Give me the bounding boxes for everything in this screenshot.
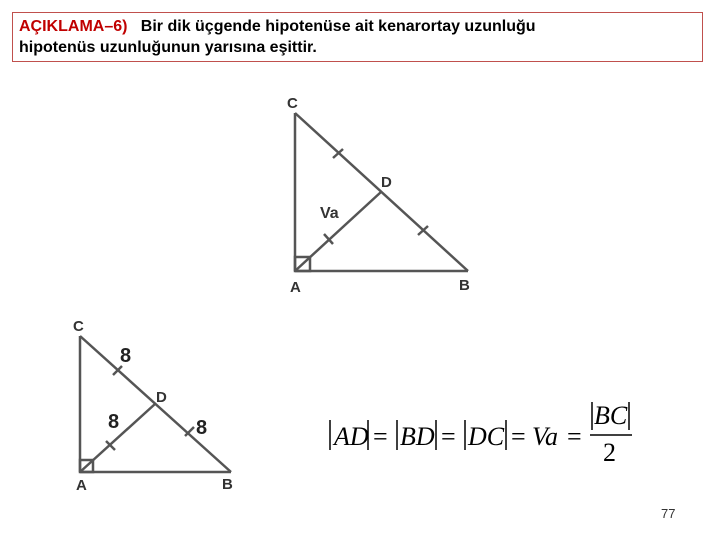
explanation-label: AÇIKLAMA–6) xyxy=(19,18,128,35)
formula-ad: AD xyxy=(334,422,369,451)
header-line-1: Bir dik üçgende hipotenüse ait kenarortay uzunluğu xyxy=(140,18,536,35)
top-median-label: Va xyxy=(320,205,339,222)
top-vertex-b: B xyxy=(459,277,470,294)
page-number: 77 xyxy=(661,506,676,521)
bottom-length-db: 8 xyxy=(196,417,208,439)
bottom-vertex-a: A xyxy=(76,477,87,494)
header-line-2: hipotenüs uzunluğunun yarısına eşittir. xyxy=(19,39,317,56)
formula-bc: BC xyxy=(594,401,628,430)
bottom-vertex-d: D xyxy=(156,389,167,406)
formula-bd: BD xyxy=(400,422,435,451)
formula-va: Va xyxy=(532,422,558,451)
formula-equals-3: = xyxy=(511,422,526,451)
formula-equals-1: = xyxy=(373,422,388,451)
bottom-vertex-b: B xyxy=(222,476,233,493)
top-vertex-d: D xyxy=(381,174,392,191)
top-vertex-c: C xyxy=(287,95,298,112)
top-vertex-a: A xyxy=(290,279,301,296)
formula-denominator: 2 xyxy=(603,438,616,467)
bottom-length-cd: 8 xyxy=(120,345,132,367)
formula-equals-2: = xyxy=(441,422,456,451)
formula-equals-4: = xyxy=(567,422,582,451)
bottom-vertex-c: C xyxy=(73,318,84,335)
formula-dc: DC xyxy=(468,422,505,451)
bottom-length-ad: 8 xyxy=(108,411,120,433)
